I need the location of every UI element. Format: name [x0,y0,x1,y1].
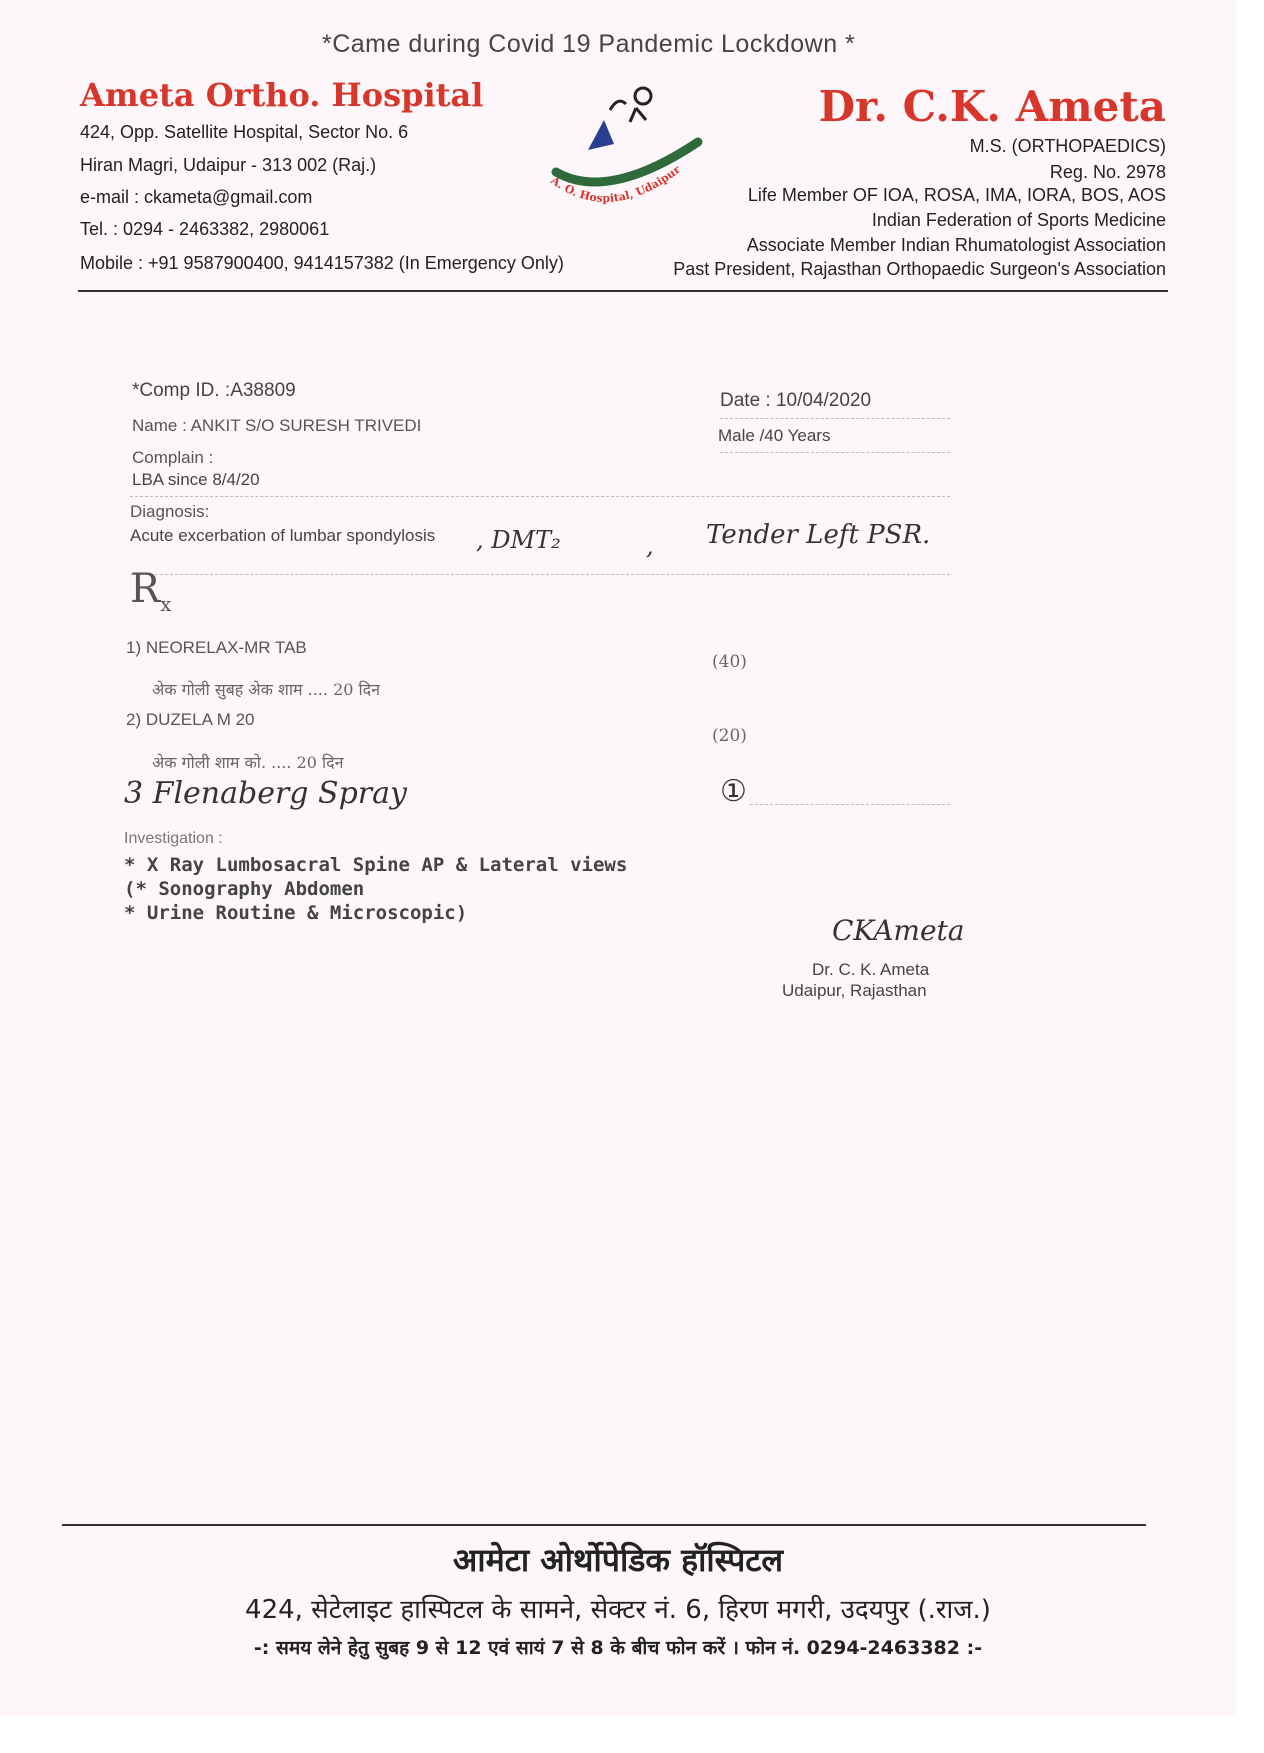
medicine-1-qty: (40) [712,652,747,672]
doctor-membership-1: Life Member OF IOA, ROSA, IMA, IORA, BOS, AOS [747,185,1166,205]
hospital-logo [548,82,708,227]
diagnosis-underline [130,574,950,575]
footer-contact-hours-hindi: -: समय लेने हेतु सुबह 9 से 12 एवं सायं 7 से 8 के बीच फोन करें । फोन नं. 0294-2463382 :- [253,1637,983,1659]
signature-doctor-name: Dr. C. K. Ameta [812,960,930,979]
investigation-item-2: (* Sonography Abdomen [124,878,365,900]
handwritten-diagnosis-3: Tender Left PSR. [706,520,931,550]
medicine-2-dosage: अेक गोली शाम को. .... 20 दिन [152,753,344,772]
investigation-label: Investigation : [124,830,223,847]
diagnosis-label: Diagnosis: [130,502,210,521]
hospital-mobile: Mobile : +91 9587900400, 9414157382 (In Emergency Only) [80,253,564,273]
hospital-email: e-mail : ckameta@gmail.com [80,187,313,207]
complain-text: LBA since 8/4/20 [132,470,260,489]
lockdown-banner: *Came during Covid 19 Pandemic Lockdown * [322,30,856,58]
patient-name: Name : ANKIT S/O SURESH TRIVEDI [132,416,422,435]
doctor-signature: CKAmeta [832,914,965,947]
medicine-2-qty: (20) [712,726,747,746]
hospital-name: Ameta Ortho. Hospital [80,76,484,114]
hospital-address-line-1: 424, Opp. Satellite Hospital, Sector No. 6 [80,122,409,142]
complain-label: Complain : [132,448,214,467]
signature-place: Udaipur, Rajasthan [782,981,927,1000]
header-divider [78,290,1168,292]
hospital-logo-icon [548,82,708,222]
rx-symbol: $R_x$ [130,566,172,616]
diagnosis-text: Acute excerbation of lumbar spondylosis [130,526,436,545]
handwritten-medicine-3: 3 Flenaberg Spray [124,776,407,811]
comp-id: *Comp ID. :A38809 [132,380,296,401]
medicine-2-name: 2) DUZELA M 20 [126,710,255,729]
sex-age-underline [720,452,950,453]
hospital-telephone: Tel. : 0294 - 2463382, 2980061 [80,219,330,239]
svg-text:A. O. Hospital, Udaipur: A. O. Hospital, Udaipur [548,162,683,205]
investigation-item-3: * Urine Routine & Microscopic) [124,902,468,924]
handwritten-medicine-3-qty: ① [720,774,747,809]
doctor-reg-no: Reg. No. 2978 [1049,162,1166,182]
doctor-membership-2: Indian Federation of Sports Medicine [871,210,1166,230]
footer-address-hindi: 424, सेटेलाइट हास्पिटल के सामने, सेक्टर नं. 6, हिरण मगरी, उदयपुर (.राज.) [245,1595,991,1625]
handwritten-diagnosis-2: , [646,532,654,560]
investigation-item-1: * X Ray Lumbosacral Spine AP & Lateral views [124,854,628,876]
medicine-1-name: 1) NEORELAX-MR TAB [126,638,307,657]
complain-underline [130,496,950,497]
footer-hospital-name-hindi: आमेटा ओर्थोपेडिक हॉस्पिटल [452,1541,784,1579]
handwritten-diagnosis-1: , DMT₂ [476,526,561,554]
medicine-3-underline [750,804,950,805]
patient-sex-age: Male /40 Years [718,426,831,445]
footer-divider [62,1524,1146,1526]
hospital-address-line-2: Hiran Magri, Udaipur - 313 002 (Raj.) [80,155,377,175]
doctor-membership-3: Associate Member Indian Rhumatologist Association [746,235,1166,255]
doctor-membership-4: Past President, Rajasthan Orthopaedic Surgeon's Association [673,259,1166,279]
visit-date: Date : 10/04/2020 [720,390,872,411]
doctor-name: Dr. C.K. Ameta [818,82,1166,131]
date-underline [720,418,950,419]
medicine-1-dosage: अेक गोली सुबह अेक शाम .... 20 दिन [152,680,381,699]
doctor-degree: M.S. (ORTHOPAEDICS) [969,136,1166,156]
